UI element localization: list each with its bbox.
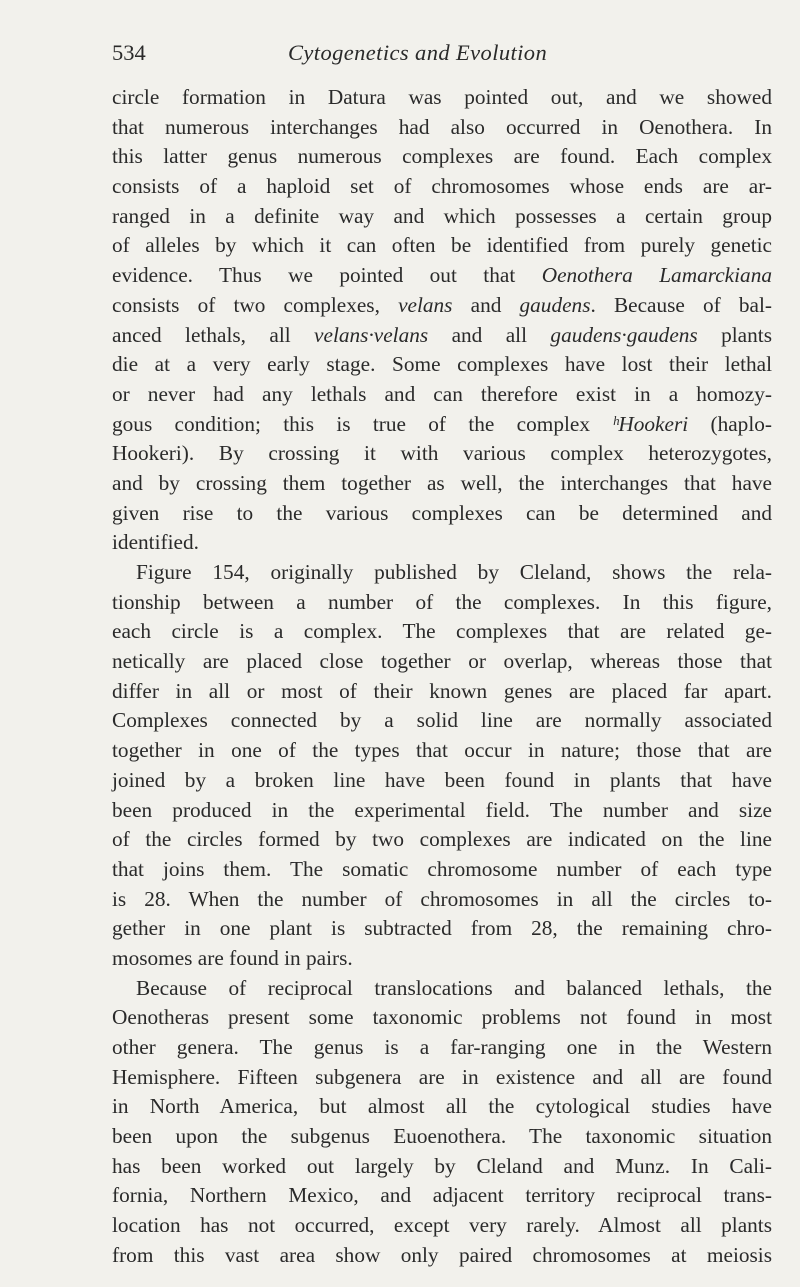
- body-text: [112, 83, 772, 1271]
- text-segment: and: [452, 292, 520, 317]
- italic-text: velans·velans: [314, 322, 429, 347]
- text-line: [112, 231, 772, 261]
- text-line: [112, 825, 772, 855]
- text-line: [112, 1033, 772, 1063]
- text-line: [112, 350, 772, 380]
- text-line: [112, 172, 772, 202]
- text-segment: gether in one plant is subtracted from 28, the remaining chro-: [112, 916, 772, 941]
- italic-text: velans: [398, 292, 453, 317]
- text-segment: location has not occurred, except very rarely. Almost all plants: [112, 1213, 772, 1238]
- text-segment: mosomes are found in pairs.: [112, 945, 353, 970]
- text-segment: that numerous interchanges had also occurred in Oenothera. In: [112, 114, 772, 139]
- text-segment: tionship between a number of the complexes. In this figure,: [112, 589, 772, 614]
- text-segment: ranged in a definite way and which possesses a certain group: [112, 203, 772, 228]
- text-segment: fornia, Northern Mexico, and adjacent territory reciprocal trans-: [112, 1183, 772, 1208]
- text-line: [112, 380, 772, 410]
- text-line: [112, 736, 772, 766]
- text-line: [112, 944, 772, 974]
- text-line: [112, 202, 772, 232]
- text-segment: gous condition; this is true of the complex: [112, 411, 613, 436]
- text-segment: been upon the subgenus Euoenothera. The taxonomic situation: [112, 1124, 772, 1149]
- text-line: [112, 914, 772, 944]
- text-line: [112, 796, 772, 826]
- text-line: [112, 1092, 772, 1122]
- text-segment: consists of a haploid set of chromosomes whose ends are ar-: [112, 174, 772, 199]
- text-segment: (haplo-: [688, 411, 772, 436]
- text-segment: joined by a broken line have been found in plants that have: [112, 767, 772, 792]
- text-line: [112, 1211, 772, 1241]
- text-segment: consists of two complexes,: [112, 292, 399, 317]
- text-line: [112, 528, 772, 558]
- text-segment: Oenotheras present some taxonomic problems not found in most: [112, 1005, 772, 1030]
- text-segment: each circle is a complex. The complexes that are related ge-: [112, 619, 772, 644]
- text-segment: or never had any lethals and can therefore exist in a homozy-: [112, 381, 772, 406]
- text-line: [112, 321, 772, 351]
- text-line: [112, 617, 772, 647]
- text-segment: is 28. When the number of chromosomes in all the circles to-: [112, 886, 772, 911]
- text-line: [112, 974, 772, 1004]
- text-segment: Hemisphere. Fifteen subgenera are in existence and all are found: [112, 1064, 772, 1089]
- text-segment: Figure 154, originally published by Cleland, shows the rela-: [136, 560, 772, 584]
- text-segment: and all: [428, 322, 551, 347]
- text-line: [112, 766, 772, 796]
- text-segment: identified.: [112, 530, 199, 555]
- running-head: [112, 38, 772, 68]
- text-line: [112, 855, 772, 885]
- text-line: [112, 588, 772, 618]
- text-segment: other genera. The genus is a far-ranging one in the Western: [112, 1035, 772, 1059]
- italic-text: Oenothera Lamarckiana: [541, 263, 772, 288]
- text-segment: Hookeri). By crossing it with various complex heterozygotes,: [112, 441, 772, 466]
- text-line: [112, 558, 772, 588]
- text-segment: in North America, but almost all the cytological studies have: [112, 1094, 772, 1119]
- text-segment: . Because of bal-: [590, 292, 772, 317]
- text-segment: Complexes connected by a solid line are normally associated: [112, 708, 772, 733]
- text-segment: evidence. Thus we pointed out that: [112, 263, 542, 288]
- italic-text: ʰHookeri: [612, 411, 689, 436]
- text-segment: from this vast area show only paired chromosomes at meiosis: [112, 1242, 772, 1267]
- text-segment: that joins them. The somatic chromosome number of each type: [112, 856, 772, 881]
- text-line: [112, 1152, 772, 1182]
- text-segment: of alleles by which it can often be identified from purely genetic: [112, 233, 772, 258]
- text-line: [112, 469, 772, 499]
- text-segment: been produced in the experimental field. The number and size: [112, 797, 772, 822]
- text-segment: anced lethals, all: [112, 322, 315, 347]
- text-segment: of the circles formed by two complexes are indicated on the line: [112, 827, 772, 852]
- text-segment: has been worked out largely by Cleland and Munz. In Cali-: [112, 1153, 772, 1178]
- text-line: [112, 261, 772, 291]
- text-segment: together in one of the types that occur in nature; those that are: [112, 738, 772, 763]
- text-segment: circle formation in Datura was pointed out, and we showed: [112, 85, 772, 109]
- text-segment: plants: [697, 322, 772, 347]
- italic-text: gaudens: [519, 292, 591, 317]
- text-line: [112, 677, 772, 707]
- text-line: [112, 1122, 772, 1152]
- text-line: [112, 291, 772, 321]
- text-line: [112, 885, 772, 915]
- text-line: [112, 439, 772, 469]
- text-line: [112, 113, 772, 143]
- text-segment: netically are placed close together or overlap, whereas those that: [112, 649, 772, 674]
- text-line: [112, 1063, 772, 1093]
- text-line: [112, 83, 772, 113]
- text-line: [112, 1181, 772, 1211]
- text-line: [112, 706, 772, 736]
- page-number: 534: [112, 40, 146, 65]
- text-segment: Because of reciprocal translocations and balanced lethals, the: [136, 975, 772, 1000]
- text-segment: differ in all or most of their known genes are placed far apart.: [112, 678, 772, 703]
- text-line: [112, 142, 772, 172]
- text-line: [112, 647, 772, 677]
- text-line: [112, 410, 772, 440]
- text-line: [112, 1241, 772, 1271]
- text-segment: this latter genus numerous complexes are found. Each complex: [112, 144, 772, 169]
- running-title: Cytogenetics and Evolution: [288, 40, 548, 65]
- text-line: [112, 1003, 772, 1033]
- text-line: [112, 499, 772, 529]
- italic-text: gaudens·gaudens: [550, 322, 698, 347]
- text-segment: die at a very early stage. Some complexes have lost their lethal: [112, 352, 772, 377]
- text-segment: given rise to the various complexes can be determined and: [112, 500, 772, 525]
- text-segment: and by crossing them together as well, the interchanges that have: [112, 470, 772, 495]
